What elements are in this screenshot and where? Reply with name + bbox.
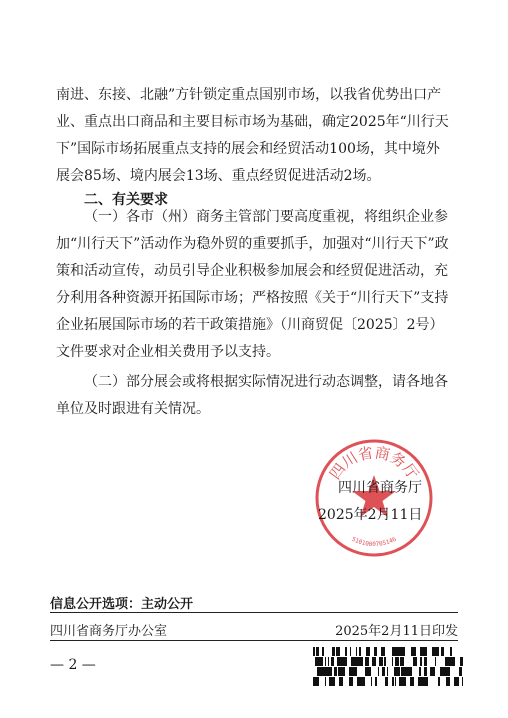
barcode-bar [356, 647, 357, 656]
barcode-bar [363, 677, 365, 686]
barcode-bar [378, 667, 379, 676]
barcode-bar [337, 657, 338, 666]
barcode-bar [462, 677, 463, 686]
barcode-bar [401, 667, 405, 676]
barcode-bar [357, 657, 360, 666]
barcode-bar [421, 677, 424, 686]
barcode-bar [357, 677, 359, 686]
barcode-bar [419, 667, 421, 676]
barcode-bar [382, 667, 385, 676]
barcode-bar [435, 647, 438, 656]
print-date: 2025年2月11日印发 [335, 624, 458, 639]
barcode-bar [448, 667, 450, 676]
barcode-bar [332, 647, 335, 656]
text-line: 策和活动宣传，动员引导企业积极参加展会和经贸促进活动，充 [56, 263, 448, 279]
barcode-bar [395, 657, 399, 666]
barcode-bar [360, 647, 361, 656]
section-heading: 二、有关要求 [84, 192, 168, 208]
barcode-bar [448, 657, 449, 666]
barcode-bar [425, 657, 427, 666]
signature-date: 2025年2月11日 [318, 507, 423, 523]
barcode-bar [365, 667, 367, 676]
barcode-bar [371, 677, 372, 686]
text-line: 南进、东接、北融”方针锁定重点国别市场，以我省优势出口产 [56, 87, 442, 103]
seal-code-text: 5101000705146 [350, 535, 398, 548]
barcode-bar [430, 667, 432, 676]
barcode-bar [392, 657, 393, 666]
barcode-bar [426, 647, 427, 656]
text-line: 业、重点出口商品和主要目标市场为基础，确定2025年“川行天 [56, 114, 449, 130]
barcode-bar [329, 677, 330, 686]
barcode-bar [420, 657, 422, 666]
barcode-bar [394, 647, 398, 656]
barcode-bar [383, 647, 385, 656]
barcode-bar [385, 677, 388, 686]
barcode-bar [342, 667, 345, 676]
barcode-bar [413, 657, 417, 666]
barcode-bar [399, 677, 401, 686]
text-line: 展会85场、境内展会13场、重点经贸促进活动2场。 [56, 168, 381, 184]
barcode-bar [379, 657, 383, 666]
barcode-bar [372, 657, 376, 666]
barcode-bar [405, 667, 409, 676]
barcode-bar [328, 667, 332, 676]
text-line: 下”国际市场拓展重点支持的展会和经贸活动100场，其中境外 [56, 141, 440, 157]
barcode-bar [336, 647, 340, 656]
barcode-bar [444, 667, 448, 676]
barcode-bar [384, 657, 386, 666]
issuing-office: 四川省商务厅办公室 [50, 624, 168, 639]
barcode-bar [325, 657, 326, 666]
barcode-bar [392, 647, 394, 656]
barcode-bar [360, 657, 363, 666]
barcode-bar [401, 677, 402, 686]
barcode-bar [375, 677, 376, 686]
barcode-bar [330, 677, 332, 686]
barcode-bar [349, 677, 353, 686]
text-line: 企业拓展国际市场的若干政策措施》（川商贸促〔2025〕2号） [56, 317, 444, 333]
barcode-bar [345, 657, 347, 666]
barcode-bar [325, 677, 326, 686]
barcode-bar [327, 667, 328, 676]
barcode-bar [313, 677, 317, 686]
barcode-bar [438, 647, 439, 656]
barcode-bar [317, 677, 318, 686]
barcode-bar [328, 657, 329, 666]
barcode-bar [450, 647, 452, 656]
barcode-bar [398, 647, 402, 656]
text-line: （二）部分展会或将根据实际情况进行动态调整，请各地各 [84, 374, 448, 390]
barcode-bar [420, 647, 421, 656]
barcode-bar [313, 647, 315, 656]
barcode-bar [454, 677, 456, 686]
barcode-bar [332, 677, 333, 686]
barcode-bar [460, 657, 461, 666]
barcode-bar [338, 657, 341, 666]
barcode-bar [442, 667, 444, 676]
barcode-bar [423, 647, 426, 656]
barcode-bar [345, 647, 347, 656]
barcode-bar [359, 647, 360, 656]
official-seal-stamp [313, 437, 435, 559]
barcode-bar [367, 667, 371, 676]
barcode-bar [409, 667, 412, 676]
barcode-bar [394, 667, 396, 676]
barcode-bar [402, 677, 403, 686]
text-line: 分利用各种资源开拓国际市场；严格按照《关于“川行天下”支持 [56, 290, 449, 306]
barcode-bar [418, 677, 421, 686]
intro-paragraph [56, 82, 456, 190]
barcode-bar [387, 667, 388, 676]
barcode-bar [318, 657, 320, 666]
requirement-item-1 [56, 204, 456, 366]
barcode-bar [322, 647, 324, 656]
barcode-bar [381, 647, 383, 656]
barcode-bar [453, 657, 455, 666]
barcode-bar [353, 657, 357, 666]
text-line: 单位及时跟进有关情况。 [56, 401, 210, 417]
requirement-item-2 [56, 369, 456, 423]
barcode-bar [316, 647, 318, 656]
text-line: 文件要求对企业相关费用予以支持。 [56, 344, 280, 360]
barcode-bar [366, 647, 370, 656]
barcode-bar [461, 667, 462, 676]
barcode-bar [359, 677, 360, 686]
barcode-bar [351, 657, 353, 666]
seal-name-text: 四川省商务厅 [325, 443, 423, 483]
barcode-bar [421, 647, 423, 656]
barcode-bar [440, 667, 442, 676]
text-line: （一）各市（州）商务主管部门要高度重视，将组织企业参 [84, 209, 448, 225]
barcode-bar [351, 667, 355, 676]
barcode-bar [339, 677, 343, 686]
barcode-bar [456, 677, 459, 686]
barcode-bar [424, 667, 427, 676]
barcode-bar [331, 657, 334, 666]
barcode-bar [400, 657, 401, 666]
barcode-bar [401, 657, 402, 666]
disclosure-option: 信息公开选项：主动公开 [50, 597, 194, 612]
barcode-bar [424, 677, 428, 686]
barcode-bar [446, 677, 450, 686]
barcode-bar [411, 647, 414, 656]
barcode-bar [402, 647, 405, 656]
barcode-bar [395, 677, 396, 686]
signature-organization: 四川省商务厅 [338, 480, 422, 496]
barcode-bar [316, 657, 318, 666]
barcode-bar [349, 667, 351, 676]
barcode-bar [315, 657, 316, 666]
barcode-bar [350, 647, 351, 656]
barcode-bar [392, 677, 394, 686]
barcode-bar [325, 667, 327, 676]
barcode-bar [402, 657, 404, 666]
barcode-bar [333, 677, 335, 686]
barcode-bar [432, 647, 435, 656]
barcode-bar [449, 657, 453, 666]
barcode-bar [320, 657, 323, 666]
barcode-bar [374, 647, 377, 656]
page-number: — 2 — [50, 657, 96, 673]
barcode-bar [355, 667, 357, 676]
barcode-bar [432, 667, 435, 676]
barcode-bar [365, 657, 369, 666]
footer-divider-top [50, 612, 458, 613]
barcode-bar [459, 667, 461, 676]
barcode-bar [321, 667, 325, 676]
barcode-bar [424, 657, 425, 666]
barcode-bar [318, 647, 319, 656]
barcode-bar [435, 657, 436, 666]
barcode-bar [376, 677, 377, 686]
text-line: 加“川行天下”活动作为稳外贸的重要抓手，加强对“川行天下”政 [56, 236, 449, 252]
document-barcode [313, 647, 463, 687]
barcode-bar [338, 667, 342, 676]
barcode-bar [441, 647, 444, 656]
barcode-bar [445, 657, 448, 666]
barcode-bar [403, 677, 406, 686]
barcode-bar [360, 677, 363, 686]
barcode-bar [341, 657, 345, 666]
barcode-bar [414, 647, 416, 656]
footer-divider-bottom [50, 640, 458, 641]
barcode-bar [396, 667, 400, 676]
barcode-bar [318, 677, 319, 686]
barcode-bar [410, 677, 414, 686]
barcode-bar [438, 677, 440, 686]
barcode-bar [334, 667, 337, 676]
barcode-bar [317, 667, 321, 676]
barcode-bar [461, 657, 463, 666]
